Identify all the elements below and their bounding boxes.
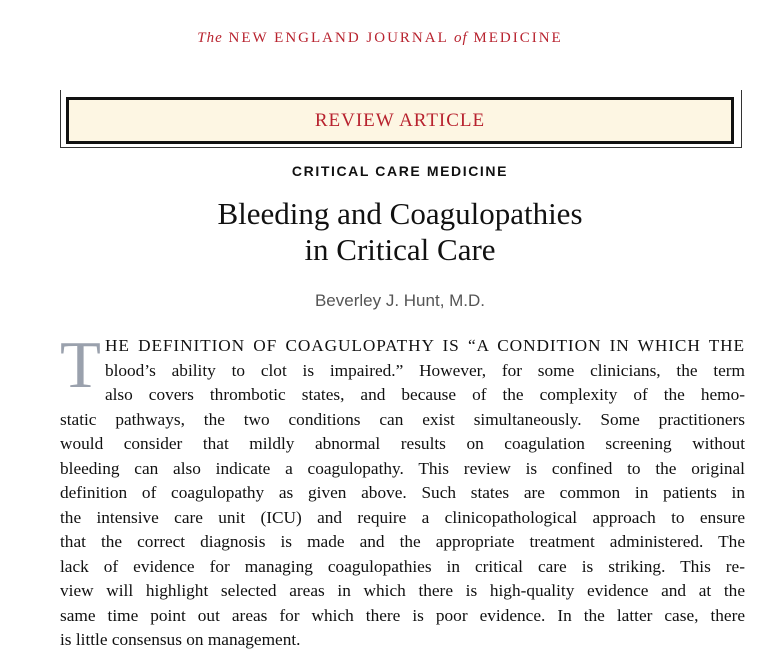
body-line: the intensive care unit (ICU) and require a clinicopathological approach to ensure xyxy=(60,507,745,527)
banner-label: REVIEW ARTICLE xyxy=(314,110,486,131)
body-line: is little consensus on management. xyxy=(60,630,301,649)
review-article-banner xyxy=(66,97,734,144)
article-title xyxy=(0,196,760,268)
body-line: lack of evidence for managing coagulopathies in critical care is striking. This re- xyxy=(60,556,745,576)
journal-header-the: The xyxy=(197,30,223,46)
author-byline: Beverley J. Hunt, M.D. xyxy=(314,291,486,310)
body-line: definition of coagulopathy as given above. Such states are common in patients in xyxy=(60,483,745,502)
body-line: view will highlight selected areas in which there is high-quality evidence and at the xyxy=(60,581,745,600)
body-line: also covers thrombotic states, and because of the complexity of the hemo- xyxy=(104,385,745,404)
section-label: CRITICAL CARE MEDICINE xyxy=(291,163,509,179)
body-line: same time point out areas for which there is poor evidence. In the latter case, there xyxy=(60,605,745,625)
body-line: that the correct diagnosis is made and the appropriate treatment administered. The xyxy=(60,532,745,551)
journal-header-name: NEW ENGLAND JOURNAL xyxy=(228,30,449,46)
article-title-line-2: in Critical Care xyxy=(304,232,496,267)
article-body xyxy=(60,328,745,653)
body-line: would consider that mildly abnormal results on coagulation screening without xyxy=(60,434,745,453)
journal-header-medicine: MEDICINE xyxy=(473,30,563,46)
journal-header xyxy=(0,30,760,47)
article-title-line-1: Bleeding and Coagulopathies xyxy=(217,196,583,231)
body-line: bleeding can also indicate a coagulopathy. This review is confined to the original xyxy=(60,458,745,478)
body-line: static pathways, the two conditions can exist simultaneously. Some practitioners xyxy=(60,409,745,429)
body-line: HE DEFINITION OF COAGULOPATHY IS “A CONDITION IN WHICH THE xyxy=(104,336,745,355)
drop-cap: T xyxy=(60,328,101,402)
journal-header-of: of xyxy=(453,30,468,46)
body-line: blood’s ability to clot is impaired.” However, for some clinicians, the term xyxy=(104,360,745,380)
